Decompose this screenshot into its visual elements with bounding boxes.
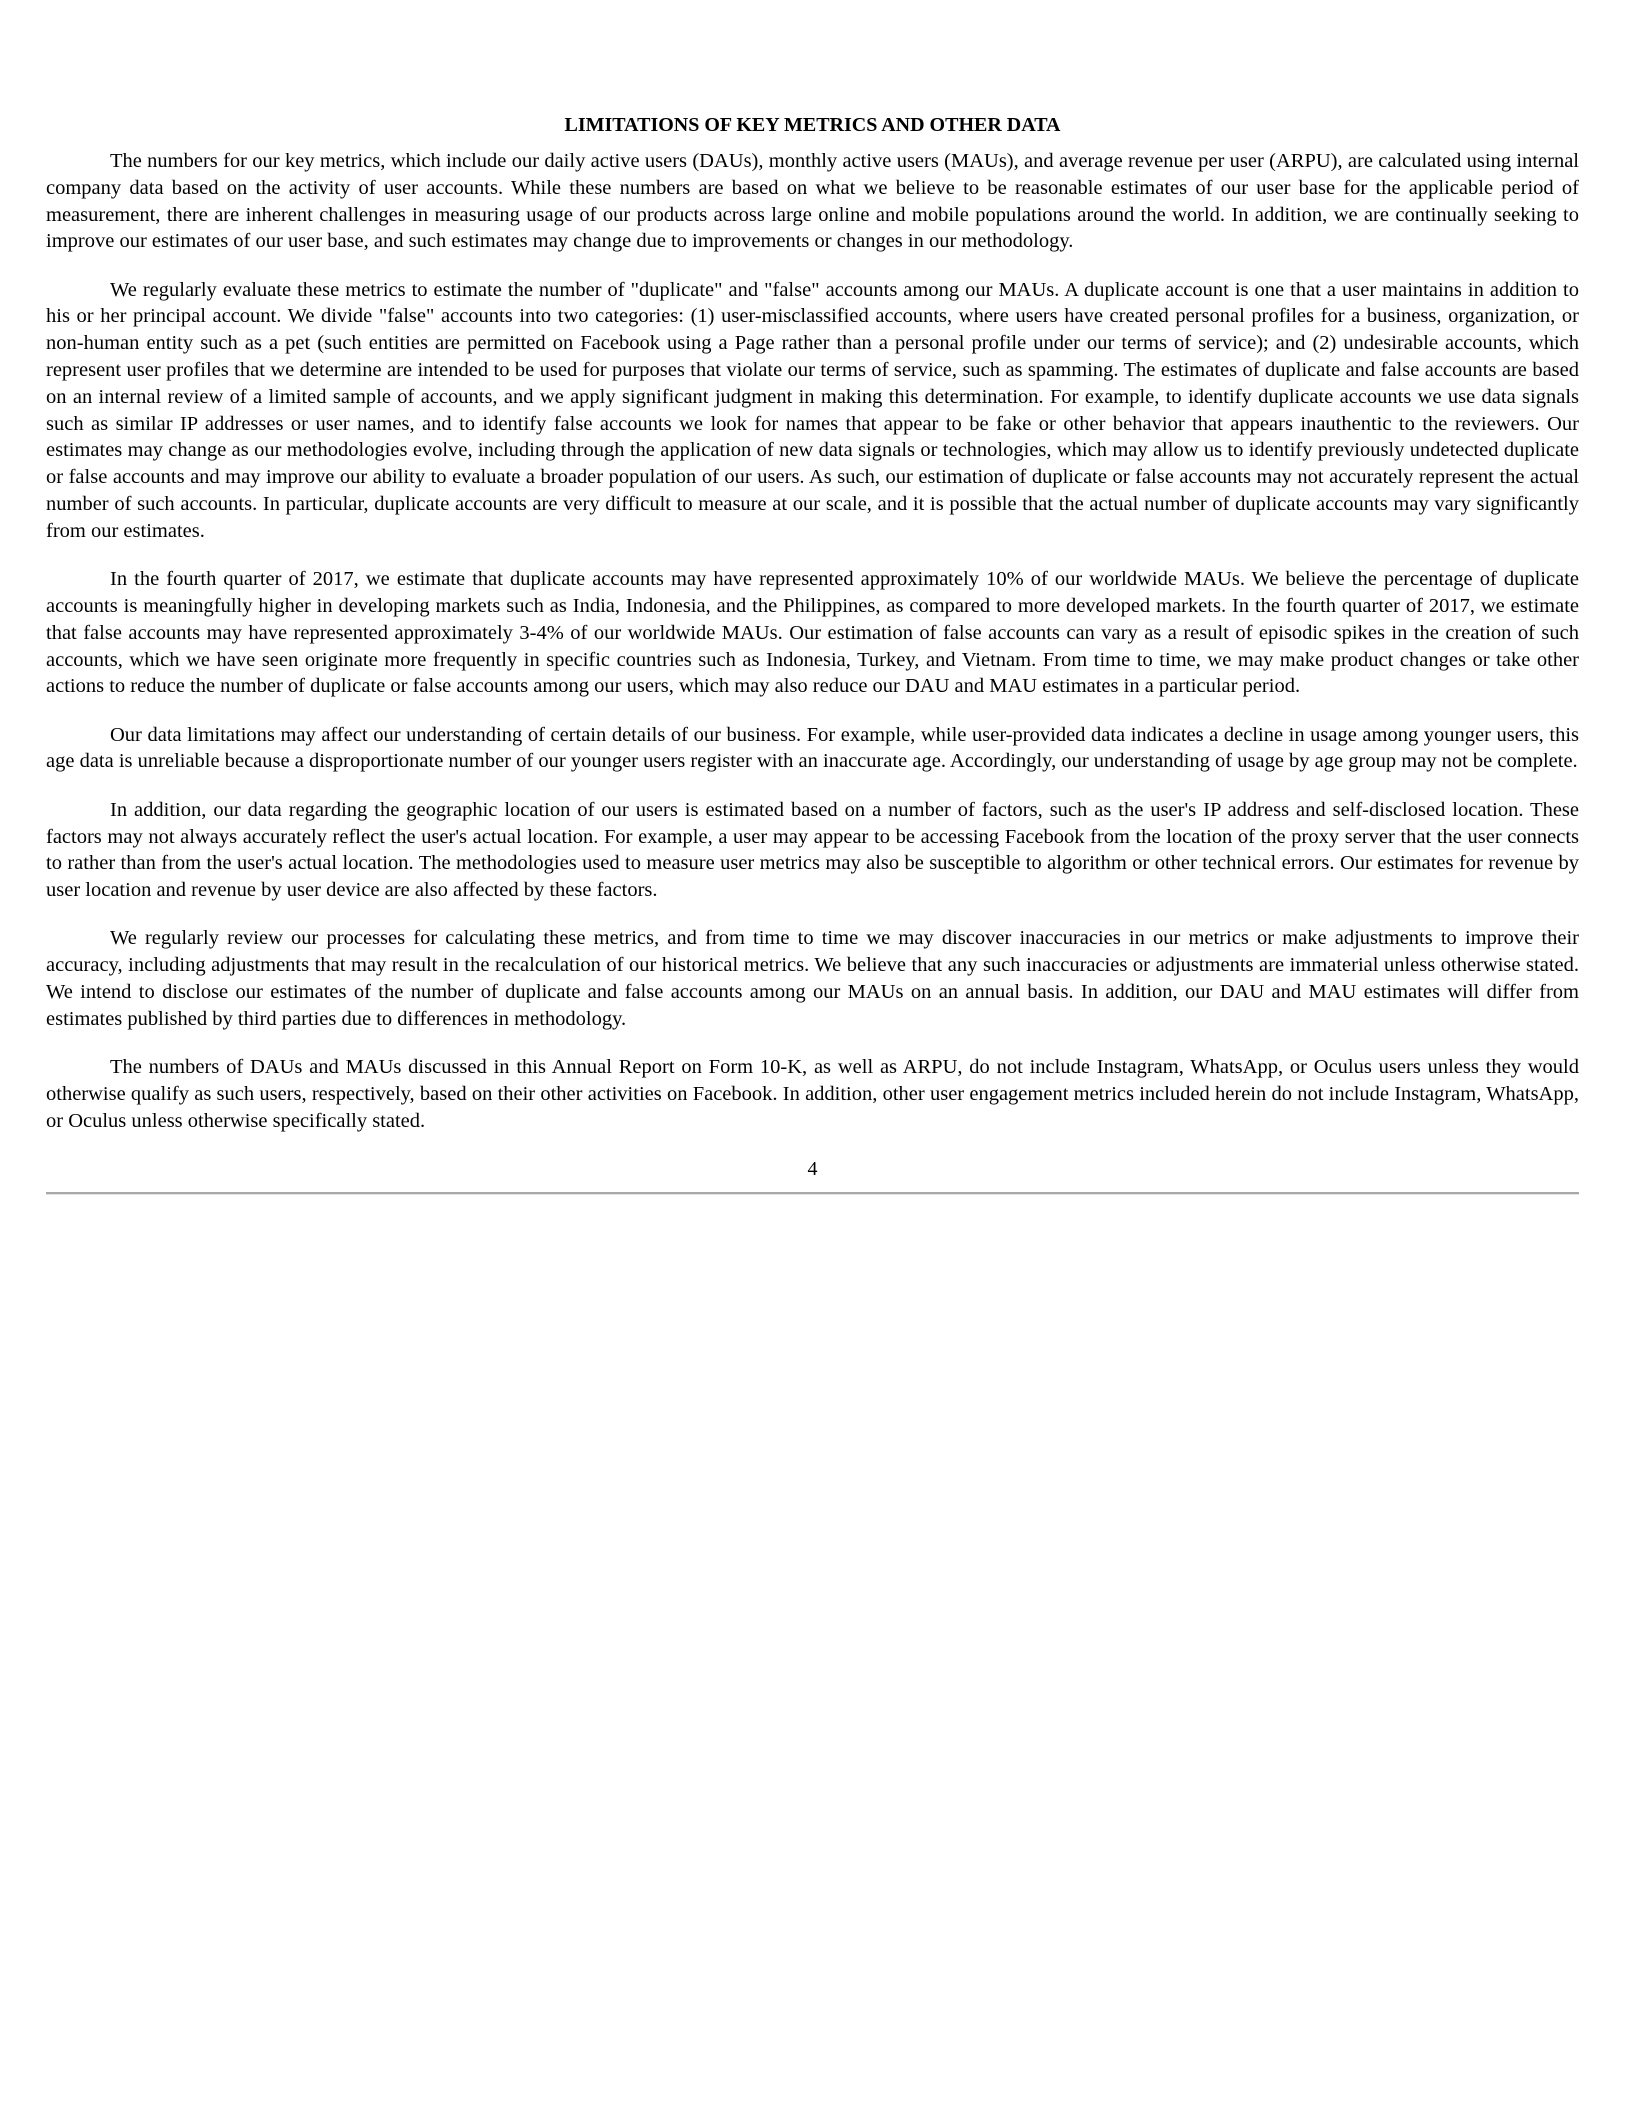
paragraph-geographic-location: In addition, our data regarding the geographic location of our users is estimated based on a number of factors, such as the user's IP address and self-disclosed location. These factors may not always accurately reflect the user's actual location. For example, a user may appear to be accessing Facebook from the location of the proxy server that the user connects to rather than from the user's actual location. The methodologies used to measure user metrics may also be susceptible to algorithm or other technical errors. Our estimates for revenue by user location and revenue by user device are also affected by these factors. — [46, 798, 1579, 902]
paragraph-excluded-products: The numbers of DAUs and MAUs discussed in this Annual Report on Form 10-K, as well as ARPU, do not include Instagram, WhatsApp, or Oculus users unless they would otherwise qualify as such users, respectively, based on their other activities on Facebook. In addition, other user engagement metrics included herein do not include Instagram, WhatsApp, or Oculus unless otherwise specifically stated. — [46, 1056, 1579, 1132]
page-number: 4 — [807, 1158, 818, 1180]
paragraph-q4-2017-estimates: In the fourth quarter of 2017, we estimate that duplicate accounts may have represented approximately 10% of our worldwide MAUs. We believe the percentage of duplicate accounts is meaningfully higher in developing markets such as India, Indonesia, and the Philippines, as compared to more developed markets. In the fourth quarter of 2017, we estimate that false accounts may have represented approximately 3-4% of our worldwide MAUs. Our estimation of false accounts can vary as a result of episodic spikes in the creation of such accounts, which we have seen originate more frequently in specific countries such as Indonesia, Turkey, and Vietnam. From time to time, we may make product changes or take other actions to reduce the number of duplicate or false accounts among our users, which may also reduce our DAU and MAU estimates in a particular period. — [46, 568, 1579, 698]
paragraph-age-data-limitations: Our data limitations may affect our understanding of certain details of our business. For example, while user-provided data indicates a decline in usage among younger users, this age data is unreliable because a disproportionate number of our younger users register with an inaccurate age. Accordingly, our understanding of usage by age group may not be complete. — [46, 723, 1579, 773]
document-page — [46, 112, 1579, 1195]
paragraph-metric-review-process: We regularly review our processes for calculating these metrics, and from time to time we may discover inaccuracies in our metrics or make adjustments to improve their accuracy, including adjustments that may result in the recalculation of our historical metrics. We believe that any such inaccuracies or adjustments are immaterial unless otherwise stated. We intend to disclose our estimates of the number of duplicate and false accounts among our MAUs on an annual basis. In addition, our DAU and MAU estimates will differ from estimates published by third parties due to differences in methodology. — [46, 927, 1579, 1030]
paragraph-key-metrics-overview: The numbers for our key metrics, which include our daily active users (DAUs), monthly active users (MAUs), and average revenue per user (ARPU), are calculated using internal company data based on the activity of user accounts. While these numbers are based on what we believe to be reasonable estimates of our user base for the applicable period of measurement, there are inherent challenges in measuring usage of our products across large online and mobile populations around the world. In addition, we are continually seeking to improve our estimates of our user base, and such estimates may change due to improvements or changes in our methodology. — [46, 150, 1579, 253]
page-divider — [46, 1192, 1579, 1195]
section-title: LIMITATIONS OF KEY METRICS AND OTHER DATA — [564, 114, 1061, 136]
paragraph-duplicate-false-accounts: We regularly evaluate these metrics to estimate the number of "duplicate" and "false" accounts among our MAUs. A duplicate account is one that a user maintains in addition to his or her principal account. We divide "false" accounts into two categories: (1) user-misclassified accounts, where users have created personal profiles for a business, organization, or non-human entity such as a pet (such entities are permitted on Facebook using a Page rather than a personal profile under our terms of service); and (2) undesirable accounts, which represent user profiles that we determine are intended to be used for purposes that violate our terms of service, such as spamming. The estimates of duplicate and false accounts are based on an internal review of a limited sample of accounts, and we apply significant judgment in making this determination. For example, to identify duplicate accounts we use data signals such as similar IP addresses or user names, and to identify false accounts we look for names that appear to be fake or other behavior that appears inauthentic to the reviewers. Our estimates may change as our methodologies evolve, including through the application of new data signals or technologies, which may allow us to identify previously undetected duplicate or false accounts and may improve our ability to evaluate a broader population of our users. As such, our estimation of duplicate or false accounts may not accurately represent the actual number of such accounts. In particular, duplicate accounts are very difficult to measure at our scale, and it is possible that the actual number of duplicate accounts may vary significantly from our estimates. — [46, 278, 1579, 542]
